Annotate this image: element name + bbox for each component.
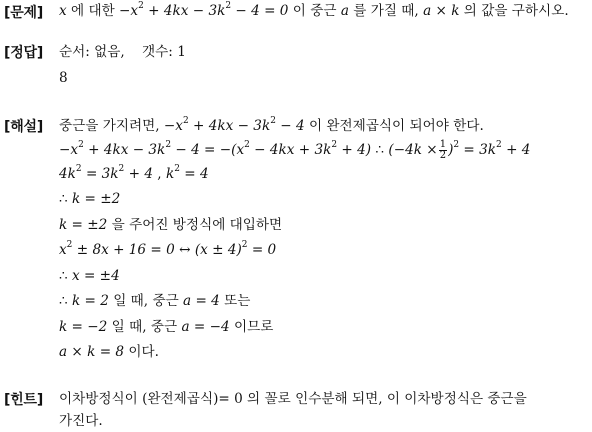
hint-line-2: 가진다. bbox=[59, 413, 103, 429]
answer-label: [정답] bbox=[4, 45, 44, 61]
explanation-label: [해설] bbox=[4, 119, 44, 135]
answer-count: 갯수: 1 bbox=[142, 44, 186, 60]
answer-meta bbox=[59, 43, 186, 61]
hint-label: [힌트] bbox=[4, 392, 44, 408]
hint-line-1: 이차방정식이 (완전제곱식)= 0 의 꼴로 인수분해 되면, 이 이차방정식은 중근을 bbox=[59, 391, 527, 407]
explanation-line-10: a × k = 8 이다. bbox=[59, 344, 159, 360]
problem-text: x 에 대한 $-x^2 + 4kx - 3k^2 - 4 = 0$ 이 중근 a 를 가질 때, a × k 의 값을 구하시오. bbox=[59, 1, 569, 19]
explanation-line-1: 중근을 가지려면, $-x^2 + 4kx - 3k^2 - 4$ 이 완전제곱식이 되어야 한다. bbox=[59, 116, 484, 134]
explanation-line-8: ∴ k = 2 일 때, 중근 a = 4 또는 bbox=[59, 293, 251, 309]
explanation-line-6: $x^2 \pm 8x + 16 = 0$ ↔ $(x \pm 4)^2 = 0$ bbox=[59, 240, 277, 258]
problem-label: [문제] bbox=[4, 5, 44, 21]
answer-value: 8 bbox=[59, 70, 68, 86]
explanation-line-7: ∴ x = ±4 bbox=[59, 268, 120, 284]
explanation-line-3: $4k^2 = 3k^2 + 4$ , $k^2 = 4$ bbox=[59, 164, 209, 182]
explanation-line-4: ∴ k = ±2 bbox=[59, 191, 121, 207]
explanation-line-2: $-x^2 + 4kx - 3k^2 - 4 = -(x^2 - 4kx + 3k^2 + 4)$ ∴ (−4k × $\frac{1}{2}$ )$^2 = 3k^2 + 4$ bbox=[59, 139, 531, 161]
explanation-line-5: k = ±2 을 주어진 방정식에 대입하면 bbox=[59, 217, 283, 233]
explanation-line-9: k = −2 일 때, 중근 a = −4 이므로 bbox=[59, 319, 274, 335]
answer-order: 순서: 없음, bbox=[59, 44, 125, 60]
